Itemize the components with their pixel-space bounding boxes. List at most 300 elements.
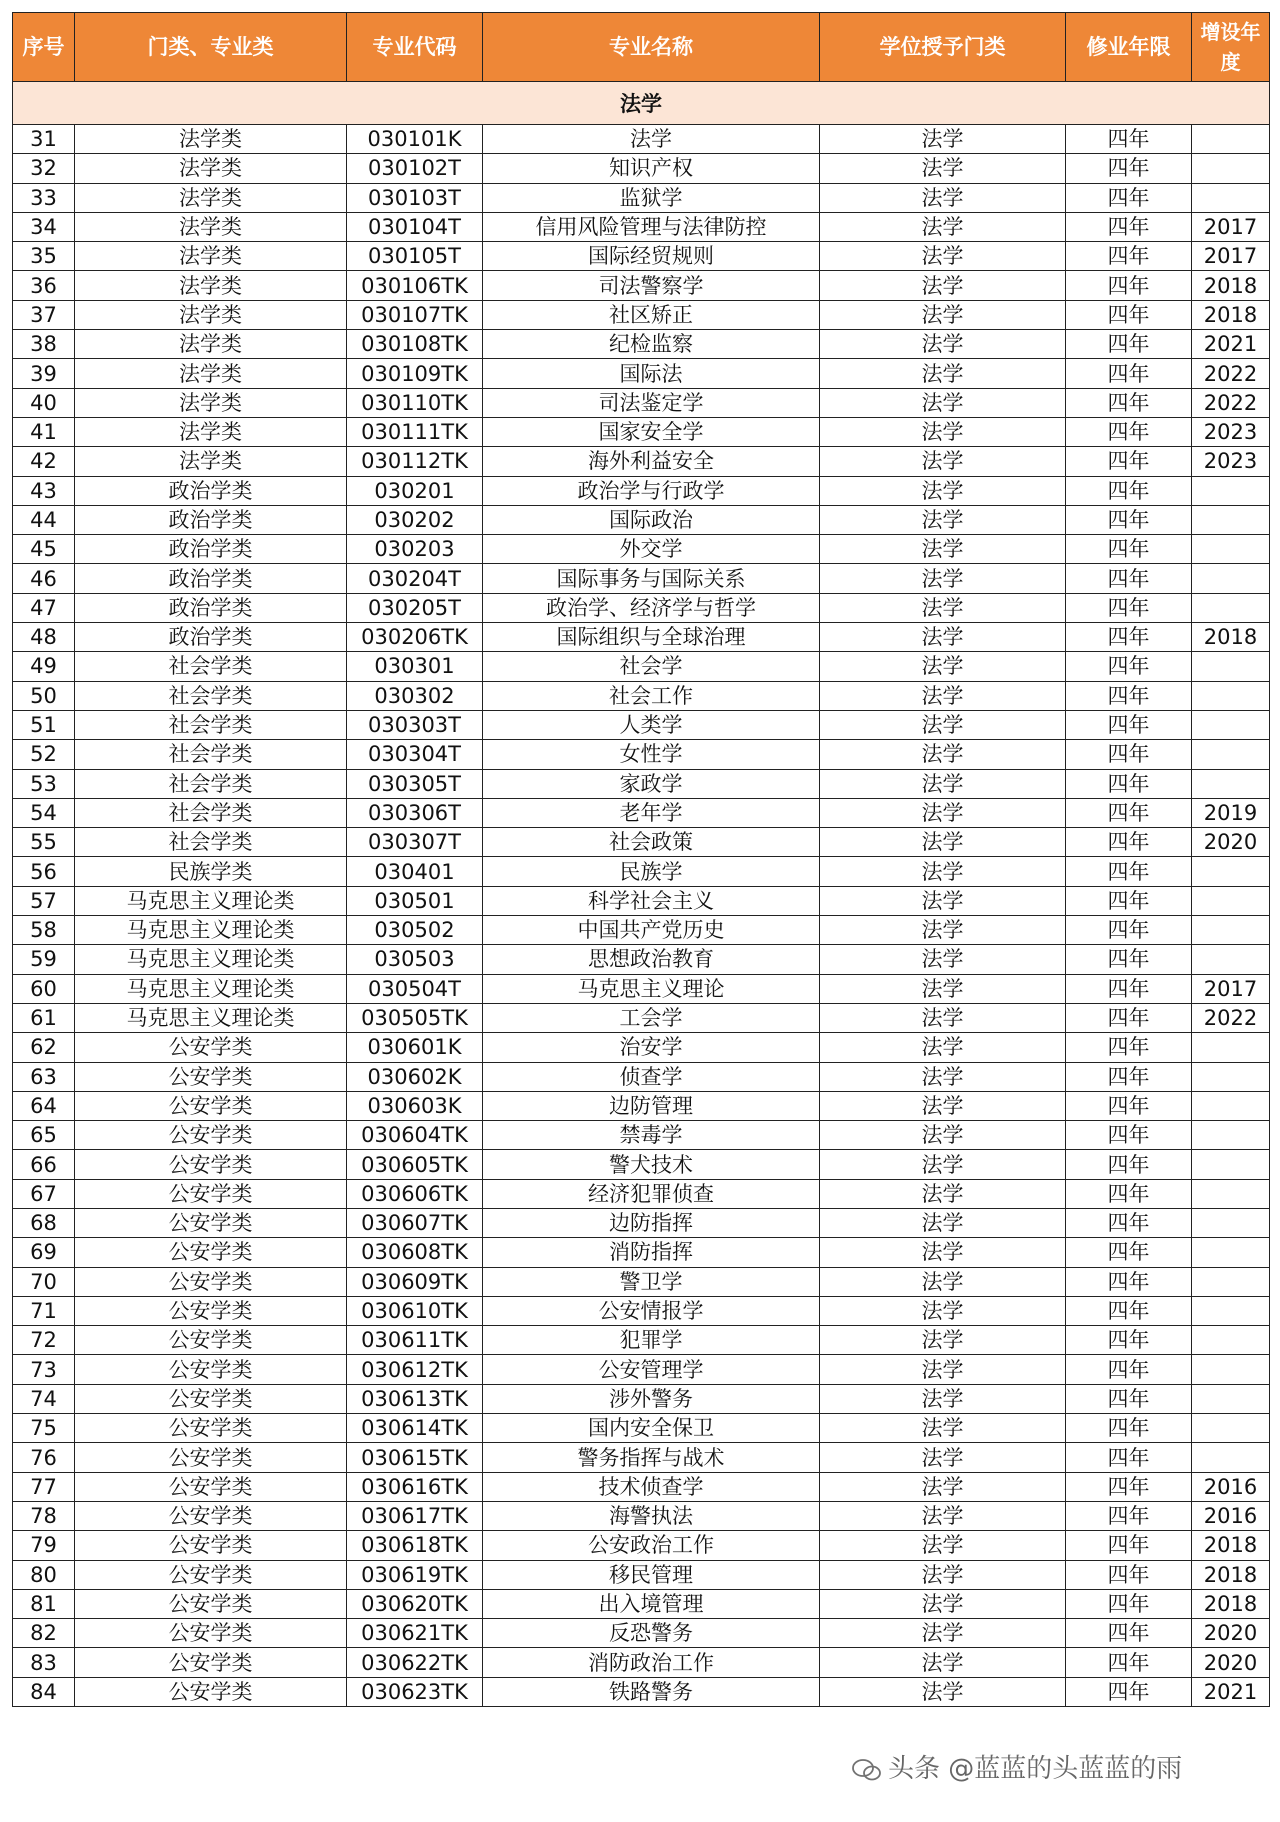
header-duration: 修业年限 (1066, 13, 1192, 82)
row-degree: 法学 (820, 359, 1066, 388)
row-index: 51 (13, 710, 75, 739)
row-index: 52 (13, 740, 75, 769)
row-code: 030501 (347, 886, 483, 915)
row-year: 2020 (1192, 828, 1270, 857)
table-row (13, 1033, 1270, 1062)
row-name: 铁路警务 (483, 1677, 820, 1706)
row-index: 53 (13, 769, 75, 798)
row-category: 马克思主义理论类 (75, 916, 347, 945)
row-degree: 法学 (820, 1531, 1066, 1560)
row-code: 030401 (347, 857, 483, 886)
row-degree: 法学 (820, 1443, 1066, 1472)
row-index: 56 (13, 857, 75, 886)
row-degree: 法学 (820, 1560, 1066, 1589)
row-name: 女性学 (483, 740, 820, 769)
row-degree: 法学 (820, 1414, 1066, 1443)
row-name: 马克思主义理论 (483, 974, 820, 1003)
row-index: 36 (13, 271, 75, 300)
row-year: 2019 (1192, 798, 1270, 827)
row-duration: 四年 (1066, 212, 1192, 241)
table-row (13, 857, 1270, 886)
row-degree: 法学 (820, 447, 1066, 476)
row-category: 社会学类 (75, 652, 347, 681)
row-degree: 法学 (820, 1326, 1066, 1355)
row-name: 科学社会主义 (483, 886, 820, 915)
table-row (13, 535, 1270, 564)
row-code: 030605TK (347, 1150, 483, 1179)
row-year (1192, 886, 1270, 915)
row-category: 法学类 (75, 125, 347, 154)
row-duration: 四年 (1066, 1033, 1192, 1062)
row-category: 公安学类 (75, 1238, 347, 1267)
row-year (1192, 916, 1270, 945)
table-row (13, 916, 1270, 945)
row-code: 030621TK (347, 1619, 483, 1648)
row-degree: 法学 (820, 1121, 1066, 1150)
row-category: 政治学类 (75, 564, 347, 593)
row-degree: 法学 (820, 769, 1066, 798)
row-duration: 四年 (1066, 1560, 1192, 1589)
row-index: 60 (13, 974, 75, 1003)
row-degree: 法学 (820, 1238, 1066, 1267)
row-name: 反恐警务 (483, 1619, 820, 1648)
table-row (13, 1091, 1270, 1120)
section-title: 法学 (13, 82, 1270, 125)
row-degree: 法学 (820, 1296, 1066, 1325)
table-row (13, 623, 1270, 652)
row-category: 政治学类 (75, 505, 347, 534)
row-category: 公安学类 (75, 1414, 347, 1443)
row-duration: 四年 (1066, 1326, 1192, 1355)
row-degree: 法学 (820, 1619, 1066, 1648)
row-category: 公安学类 (75, 1589, 347, 1618)
row-index: 32 (13, 154, 75, 183)
row-name: 民族学 (483, 857, 820, 886)
row-index: 84 (13, 1677, 75, 1706)
row-code: 030613TK (347, 1384, 483, 1413)
row-duration: 四年 (1066, 740, 1192, 769)
row-year: 2021 (1192, 1677, 1270, 1706)
row-category: 社会学类 (75, 828, 347, 857)
table-row (13, 974, 1270, 1003)
table-row (13, 1560, 1270, 1589)
table-row (13, 1296, 1270, 1325)
row-degree: 法学 (820, 125, 1066, 154)
row-year (1192, 857, 1270, 886)
row-duration: 四年 (1066, 1648, 1192, 1677)
header-index: 序号 (13, 13, 75, 82)
row-code: 030604TK (347, 1121, 483, 1150)
row-duration: 四年 (1066, 1677, 1192, 1706)
row-category: 法学类 (75, 359, 347, 388)
row-index: 54 (13, 798, 75, 827)
row-degree: 法学 (820, 623, 1066, 652)
row-year (1192, 183, 1270, 212)
row-year: 2018 (1192, 1531, 1270, 1560)
wechat-icon (852, 1758, 882, 1782)
table-row (13, 1384, 1270, 1413)
row-category: 公安学类 (75, 1150, 347, 1179)
row-name: 公安政治工作 (483, 1531, 820, 1560)
row-duration: 四年 (1066, 1472, 1192, 1501)
row-degree: 法学 (820, 183, 1066, 212)
table-row (13, 300, 1270, 329)
row-year: 2017 (1192, 212, 1270, 241)
majors-table (12, 12, 1270, 1707)
row-duration: 四年 (1066, 769, 1192, 798)
row-code: 030107TK (347, 300, 483, 329)
row-code: 030622TK (347, 1648, 483, 1677)
row-name: 社会政策 (483, 828, 820, 857)
table-row (13, 1208, 1270, 1237)
table-row (13, 1267, 1270, 1296)
row-duration: 四年 (1066, 271, 1192, 300)
row-index: 55 (13, 828, 75, 857)
row-index: 48 (13, 623, 75, 652)
table-row (13, 652, 1270, 681)
row-duration: 四年 (1066, 1179, 1192, 1208)
row-duration: 四年 (1066, 710, 1192, 739)
row-index: 76 (13, 1443, 75, 1472)
row-degree: 法学 (820, 1003, 1066, 1032)
table-row (13, 1648, 1270, 1677)
table-row (13, 154, 1270, 183)
row-year: 2022 (1192, 359, 1270, 388)
row-category: 马克思主义理论类 (75, 1003, 347, 1032)
row-index: 31 (13, 125, 75, 154)
row-degree: 法学 (820, 1062, 1066, 1091)
row-year (1192, 681, 1270, 710)
row-duration: 四年 (1066, 681, 1192, 710)
table-row (13, 388, 1270, 417)
row-year: 2018 (1192, 271, 1270, 300)
row-degree: 法学 (820, 1150, 1066, 1179)
table-row (13, 1355, 1270, 1384)
row-category: 公安学类 (75, 1531, 347, 1560)
row-code: 030619TK (347, 1560, 483, 1589)
row-code: 030614TK (347, 1414, 483, 1443)
row-degree: 法学 (820, 681, 1066, 710)
row-index: 65 (13, 1121, 75, 1150)
table-body (13, 82, 1270, 1707)
row-code: 030612TK (347, 1355, 483, 1384)
row-name: 国际法 (483, 359, 820, 388)
row-name: 政治学与行政学 (483, 476, 820, 505)
row-name: 社区矫正 (483, 300, 820, 329)
row-name: 纪检监察 (483, 330, 820, 359)
row-duration: 四年 (1066, 1589, 1192, 1618)
row-duration: 四年 (1066, 1384, 1192, 1413)
row-duration: 四年 (1066, 476, 1192, 505)
row-year: 2020 (1192, 1648, 1270, 1677)
row-category: 法学类 (75, 300, 347, 329)
row-index: 62 (13, 1033, 75, 1062)
row-duration: 四年 (1066, 1003, 1192, 1032)
row-degree: 法学 (820, 886, 1066, 915)
table-row (13, 1414, 1270, 1443)
row-duration: 四年 (1066, 535, 1192, 564)
row-name: 法学 (483, 125, 820, 154)
row-category: 法学类 (75, 271, 347, 300)
row-code: 030306T (347, 798, 483, 827)
row-duration: 四年 (1066, 945, 1192, 974)
table-row (13, 1501, 1270, 1530)
row-category: 法学类 (75, 154, 347, 183)
row-degree: 法学 (820, 798, 1066, 827)
row-name: 消防指挥 (483, 1238, 820, 1267)
row-duration: 四年 (1066, 1531, 1192, 1560)
row-name: 警务指挥与战术 (483, 1443, 820, 1472)
header-name: 专业名称 (483, 13, 820, 82)
row-duration: 四年 (1066, 828, 1192, 857)
row-duration: 四年 (1066, 359, 1192, 388)
row-year: 2023 (1192, 417, 1270, 446)
row-name: 中国共产党历史 (483, 916, 820, 945)
row-year (1192, 652, 1270, 681)
table-row (13, 417, 1270, 446)
row-name: 国际组织与全球治理 (483, 623, 820, 652)
row-name: 信用风险管理与法律防控 (483, 212, 820, 241)
row-duration: 四年 (1066, 916, 1192, 945)
row-category: 政治学类 (75, 535, 347, 564)
row-name: 边防指挥 (483, 1208, 820, 1237)
row-code: 030608TK (347, 1238, 483, 1267)
row-duration: 四年 (1066, 1121, 1192, 1150)
row-name: 侦查学 (483, 1062, 820, 1091)
row-index: 33 (13, 183, 75, 212)
row-index: 83 (13, 1648, 75, 1677)
row-category: 公安学类 (75, 1355, 347, 1384)
row-name: 外交学 (483, 535, 820, 564)
row-duration: 四年 (1066, 1414, 1192, 1443)
row-duration: 四年 (1066, 564, 1192, 593)
row-duration: 四年 (1066, 1267, 1192, 1296)
row-category: 社会学类 (75, 798, 347, 827)
row-code: 030616TK (347, 1472, 483, 1501)
row-name: 警犬技术 (483, 1150, 820, 1179)
row-year (1192, 1443, 1270, 1472)
row-category: 社会学类 (75, 681, 347, 710)
header-row (13, 13, 1270, 82)
row-code: 030109TK (347, 359, 483, 388)
row-duration: 四年 (1066, 1091, 1192, 1120)
table-row (13, 681, 1270, 710)
table-row (13, 1062, 1270, 1091)
row-name: 家政学 (483, 769, 820, 798)
row-year: 2017 (1192, 242, 1270, 271)
row-year: 2023 (1192, 447, 1270, 476)
row-code: 030111TK (347, 417, 483, 446)
row-name: 政治学、经济学与哲学 (483, 593, 820, 622)
row-duration: 四年 (1066, 1150, 1192, 1179)
row-year: 2016 (1192, 1501, 1270, 1530)
row-code: 030112TK (347, 447, 483, 476)
row-code: 030603K (347, 1091, 483, 1120)
table-row (13, 242, 1270, 271)
table-row (13, 593, 1270, 622)
header-category: 门类、专业类 (75, 13, 347, 82)
row-category: 公安学类 (75, 1326, 347, 1355)
row-code: 030303T (347, 710, 483, 739)
row-category: 法学类 (75, 242, 347, 271)
row-year (1192, 1355, 1270, 1384)
row-name: 社会学 (483, 652, 820, 681)
row-index: 43 (13, 476, 75, 505)
row-degree: 法学 (820, 388, 1066, 417)
row-name: 社会工作 (483, 681, 820, 710)
row-year (1192, 1267, 1270, 1296)
row-year (1192, 1238, 1270, 1267)
row-category: 社会学类 (75, 740, 347, 769)
table-row (13, 1150, 1270, 1179)
row-index: 71 (13, 1296, 75, 1325)
row-code: 030203 (347, 535, 483, 564)
row-index: 46 (13, 564, 75, 593)
row-duration: 四年 (1066, 623, 1192, 652)
row-name: 知识产权 (483, 154, 820, 183)
row-category: 法学类 (75, 417, 347, 446)
row-name: 海警执法 (483, 1501, 820, 1530)
row-index: 61 (13, 1003, 75, 1032)
row-index: 58 (13, 916, 75, 945)
row-duration: 四年 (1066, 1619, 1192, 1648)
row-year (1192, 1150, 1270, 1179)
row-name: 涉外警务 (483, 1384, 820, 1413)
row-duration: 四年 (1066, 1238, 1192, 1267)
row-degree: 法学 (820, 1472, 1066, 1501)
row-name: 国内安全保卫 (483, 1414, 820, 1443)
row-duration: 四年 (1066, 505, 1192, 534)
row-name: 治安学 (483, 1033, 820, 1062)
header-degree: 学位授予门类 (820, 13, 1066, 82)
row-degree: 法学 (820, 300, 1066, 329)
row-category: 公安学类 (75, 1648, 347, 1677)
row-category: 法学类 (75, 212, 347, 241)
row-name: 消防政治工作 (483, 1648, 820, 1677)
table-row (13, 505, 1270, 534)
table-row (13, 271, 1270, 300)
table-row (13, 1121, 1270, 1150)
row-index: 79 (13, 1531, 75, 1560)
row-name: 国际事务与国际关系 (483, 564, 820, 593)
row-degree: 法学 (820, 740, 1066, 769)
row-duration: 四年 (1066, 1208, 1192, 1237)
row-year (1192, 535, 1270, 564)
row-degree: 法学 (820, 593, 1066, 622)
row-index: 68 (13, 1208, 75, 1237)
row-category: 社会学类 (75, 710, 347, 739)
row-category: 民族学类 (75, 857, 347, 886)
row-index: 35 (13, 242, 75, 271)
row-year (1192, 505, 1270, 534)
row-year (1192, 476, 1270, 505)
row-category: 公安学类 (75, 1560, 347, 1589)
row-category: 公安学类 (75, 1033, 347, 1062)
row-year: 2022 (1192, 1003, 1270, 1032)
row-code: 030607TK (347, 1208, 483, 1237)
row-category: 政治学类 (75, 623, 347, 652)
row-index: 67 (13, 1179, 75, 1208)
row-code: 030304T (347, 740, 483, 769)
row-index: 50 (13, 681, 75, 710)
row-index: 81 (13, 1589, 75, 1618)
row-duration: 四年 (1066, 417, 1192, 446)
row-code: 030204T (347, 564, 483, 593)
table-row (13, 1326, 1270, 1355)
row-category: 公安学类 (75, 1208, 347, 1237)
row-duration: 四年 (1066, 1501, 1192, 1530)
row-year (1192, 1091, 1270, 1120)
row-name: 司法警察学 (483, 271, 820, 300)
row-index: 49 (13, 652, 75, 681)
row-year (1192, 1121, 1270, 1150)
row-degree: 法学 (820, 476, 1066, 505)
row-code: 030201 (347, 476, 483, 505)
table-row (13, 476, 1270, 505)
table-row (13, 710, 1270, 739)
row-year: 2018 (1192, 623, 1270, 652)
row-code: 030106TK (347, 271, 483, 300)
row-degree: 法学 (820, 505, 1066, 534)
row-duration: 四年 (1066, 974, 1192, 1003)
row-degree: 法学 (820, 1091, 1066, 1120)
watermark (852, 1748, 1272, 1804)
row-duration: 四年 (1066, 1296, 1192, 1325)
row-category: 公安学类 (75, 1267, 347, 1296)
row-index: 59 (13, 945, 75, 974)
row-name: 国家安全学 (483, 417, 820, 446)
row-degree: 法学 (820, 417, 1066, 446)
row-duration: 四年 (1066, 652, 1192, 681)
row-code: 030618TK (347, 1531, 483, 1560)
row-category: 公安学类 (75, 1501, 347, 1530)
row-degree: 法学 (820, 564, 1066, 593)
row-code: 030202 (347, 505, 483, 534)
row-index: 63 (13, 1062, 75, 1091)
row-degree: 法学 (820, 857, 1066, 886)
row-degree: 法学 (820, 330, 1066, 359)
section-row (13, 82, 1270, 125)
header-code: 专业代码 (347, 13, 483, 82)
row-category: 公安学类 (75, 1062, 347, 1091)
row-index: 64 (13, 1091, 75, 1120)
row-category: 马克思主义理论类 (75, 886, 347, 915)
row-index: 45 (13, 535, 75, 564)
row-degree: 法学 (820, 154, 1066, 183)
row-category: 公安学类 (75, 1121, 347, 1150)
row-index: 75 (13, 1414, 75, 1443)
row-index: 78 (13, 1501, 75, 1530)
row-code: 030620TK (347, 1589, 483, 1618)
row-name: 经济犯罪侦查 (483, 1179, 820, 1208)
row-code: 030110TK (347, 388, 483, 417)
row-name: 老年学 (483, 798, 820, 827)
row-year: 2018 (1192, 1560, 1270, 1589)
row-name: 技术侦查学 (483, 1472, 820, 1501)
row-year: 2018 (1192, 1589, 1270, 1618)
row-name: 思想政治教育 (483, 945, 820, 974)
row-index: 69 (13, 1238, 75, 1267)
table-row (13, 1443, 1270, 1472)
row-name: 禁毒学 (483, 1121, 820, 1150)
row-category: 法学类 (75, 183, 347, 212)
row-code: 030617TK (347, 1501, 483, 1530)
table-row (13, 1677, 1270, 1706)
row-degree: 法学 (820, 1033, 1066, 1062)
row-code: 030301 (347, 652, 483, 681)
row-degree: 法学 (820, 945, 1066, 974)
table-row (13, 212, 1270, 241)
